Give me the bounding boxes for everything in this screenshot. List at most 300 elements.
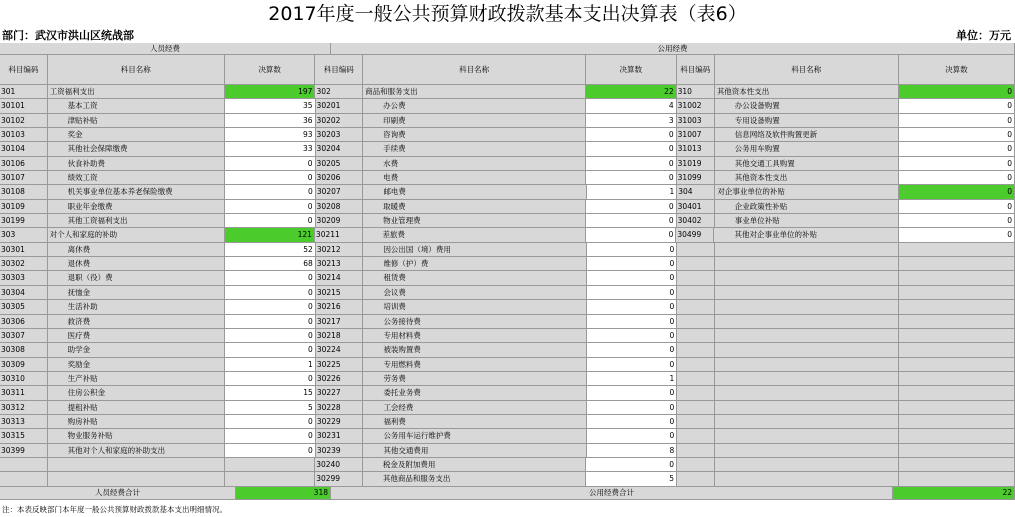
- table-row: [0, 128, 1015, 142]
- subject-name-cell: 生活补助: [48, 300, 226, 314]
- subject-code-cell: 301: [0, 85, 48, 99]
- amount-cell: [899, 358, 1015, 372]
- subject-name-cell: 退职（役）费: [48, 271, 226, 285]
- amount-cell: 0: [587, 243, 677, 257]
- amount-cell: 0: [587, 257, 677, 271]
- amount-cell: 93: [225, 128, 315, 142]
- amount-cell: 0: [587, 386, 677, 400]
- subject-code-cell: 30309: [0, 358, 48, 372]
- subject-code-cell: 30313: [0, 415, 48, 429]
- subject-name-cell: 劳务费: [363, 372, 586, 386]
- amount-cell: 1: [225, 358, 315, 372]
- amount-cell: 4: [586, 99, 676, 113]
- col-header-amount-2: 决算数: [586, 55, 677, 85]
- table-row: [0, 257, 1015, 271]
- subject-code-cell: [677, 429, 715, 443]
- col-header-amount-3: 决算数: [899, 55, 1015, 85]
- subject-code-cell: 30107: [0, 171, 48, 185]
- subject-code-cell: 30239: [316, 444, 364, 458]
- subject-code-cell: 31003: [677, 114, 715, 128]
- subject-name-cell: 提租补贴: [48, 401, 226, 415]
- amount-cell: 0: [586, 214, 676, 228]
- subject-name-cell: 物业管理费: [363, 214, 586, 228]
- subject-code-cell: 30315: [0, 429, 48, 443]
- subject-name-cell: [48, 458, 225, 472]
- subject-code-cell: [677, 415, 715, 429]
- amount-cell: [899, 286, 1015, 300]
- amount-cell: 0: [225, 300, 315, 314]
- subject-code-cell: 30206: [316, 171, 364, 185]
- amount-cell: 1: [587, 185, 677, 199]
- amount-cell: 0: [587, 401, 677, 415]
- subject-code-cell: 31019: [677, 157, 715, 171]
- totals-row: [0, 487, 1015, 500]
- subject-code-cell: 30216: [316, 300, 364, 314]
- col-header-code-3: 科目编码: [677, 55, 715, 85]
- group-header-personnel: 人员经费: [0, 43, 331, 55]
- subject-name-cell: [715, 415, 899, 429]
- amount-cell: [899, 300, 1015, 314]
- col-header-amount-1: 决算数: [225, 55, 316, 85]
- subject-code-cell: 30303: [0, 271, 48, 285]
- amount-cell: 5: [586, 472, 677, 486]
- subject-name-cell: [715, 300, 899, 314]
- table-row: [0, 358, 1015, 372]
- subject-code-cell: 31007: [677, 128, 715, 142]
- subject-code-cell: 30211: [315, 228, 363, 242]
- subject-name-cell: 奖励金: [48, 358, 226, 372]
- department-label: 部门：武汉市洪山区统战部: [2, 29, 134, 42]
- subject-name-cell: [715, 386, 899, 400]
- amount-cell: 0: [899, 200, 1015, 214]
- amount-cell: 0: [586, 157, 676, 171]
- amount-cell: 68: [225, 257, 315, 271]
- amount-cell: 3: [586, 114, 676, 128]
- subject-code-cell: 30205: [316, 157, 364, 171]
- subject-name-cell: 助学金: [48, 343, 226, 357]
- amount-cell: 0: [899, 142, 1015, 156]
- table-row: [0, 300, 1015, 314]
- subject-name-cell: 购房补贴: [48, 415, 226, 429]
- amount-cell: 0: [587, 315, 677, 329]
- subject-name-cell: 离休费: [48, 243, 226, 257]
- subject-name-cell: 税金及附加费用: [363, 458, 587, 472]
- subject-name-cell: 物业服务补贴: [48, 429, 226, 443]
- amount-cell: [899, 458, 1015, 472]
- amount-cell: 0: [586, 171, 676, 185]
- amount-cell: [899, 472, 1015, 486]
- subject-code-cell: [677, 372, 715, 386]
- subject-name-cell: 专用材料费: [363, 329, 586, 343]
- subject-code-cell: 30301: [0, 243, 48, 257]
- amount-cell: [899, 329, 1015, 343]
- amount-cell: 33: [225, 142, 315, 156]
- subject-name-cell: 电费: [363, 171, 586, 185]
- table-row: [0, 185, 1015, 199]
- subject-name-cell: 机关事业单位基本养老保险缴费: [48, 185, 226, 199]
- amount-cell: 0: [899, 214, 1015, 228]
- amount-cell: 0: [899, 185, 1015, 199]
- amount-cell: 0: [225, 372, 315, 386]
- personnel-total-label: 人员经费合计: [0, 487, 236, 500]
- subject-name-cell: 专用燃料费: [363, 358, 586, 372]
- subject-name-cell: 绩效工资: [48, 171, 226, 185]
- subject-name-cell: 住房公积金: [48, 386, 226, 400]
- subject-code-cell: 30302: [0, 257, 48, 271]
- amount-cell: [899, 257, 1015, 271]
- subject-name-cell: 其他交通工具购置: [715, 157, 899, 171]
- table-row: [0, 200, 1015, 214]
- subject-code-cell: [677, 401, 715, 415]
- subject-code-cell: 30101: [0, 99, 48, 113]
- page-title: 2017年度一般公共预算财政拨款基本支出决算表（表6）: [268, 3, 747, 25]
- subject-code-cell: 30106: [0, 157, 48, 171]
- subject-name-cell: 委托业务费: [363, 386, 586, 400]
- subject-name-cell: 其他资本性支出: [715, 171, 899, 185]
- amount-cell: 0: [587, 429, 677, 443]
- amount-cell: 0: [225, 185, 315, 199]
- table-row: [0, 386, 1015, 400]
- subject-name-cell: 其他工资福利支出: [48, 214, 226, 228]
- amount-cell: 22: [586, 85, 677, 99]
- subject-code-cell: 30209: [316, 214, 364, 228]
- subject-code-cell: 30308: [0, 343, 48, 357]
- subject-code-cell: 30228: [316, 401, 364, 415]
- subject-name-cell: 医疗费: [48, 329, 226, 343]
- subject-name-cell: [715, 343, 899, 357]
- unit-label: 单位：万元: [956, 29, 1011, 42]
- table-row: [0, 85, 1015, 99]
- subject-code-cell: 30212: [316, 243, 364, 257]
- table-row: [0, 157, 1015, 171]
- subject-code-cell: [677, 315, 715, 329]
- subject-name-cell: 被装购置费: [363, 343, 586, 357]
- subject-name-cell: 工资福利支出: [48, 85, 225, 99]
- amount-cell: 121: [225, 228, 315, 242]
- subject-name-cell: 退休费: [48, 257, 226, 271]
- subject-code-cell: 31013: [677, 142, 715, 156]
- subject-name-cell: 专用设备购置: [715, 114, 899, 128]
- subject-name-cell: 奖金: [48, 128, 226, 142]
- subject-code-cell: 30229: [316, 415, 364, 429]
- subject-code-cell: 30231: [316, 429, 364, 443]
- public-total-value: 22: [893, 487, 1015, 500]
- col-header-name-3: 科目名称: [715, 55, 899, 85]
- subject-code-cell: 30305: [0, 300, 48, 314]
- subject-name-cell: 邮电费: [363, 185, 586, 199]
- subject-name-cell: 办公费: [363, 99, 586, 113]
- subject-name-cell: [715, 329, 899, 343]
- table-row: [0, 429, 1015, 443]
- subject-name-cell: 公务用车购置: [715, 142, 899, 156]
- amount-cell: 1: [587, 372, 677, 386]
- subject-code-cell: 30224: [316, 343, 364, 357]
- subject-code-cell: 30225: [316, 358, 364, 372]
- subject-code-cell: 30304: [0, 286, 48, 300]
- subject-name-cell: 手续费: [363, 142, 586, 156]
- subject-code-cell: [677, 243, 715, 257]
- subject-name-cell: 取暖费: [363, 200, 586, 214]
- amount-cell: 0: [225, 286, 315, 300]
- amount-cell: 15: [225, 386, 315, 400]
- amount-cell: [899, 243, 1015, 257]
- subject-name-cell: 救济费: [48, 315, 226, 329]
- subject-code-cell: 30108: [0, 185, 48, 199]
- personnel-total-value: 318: [236, 487, 331, 500]
- amount-cell: [225, 472, 316, 486]
- table-row: [0, 472, 1015, 486]
- expenditure-table: [0, 43, 1015, 500]
- subject-code-cell: 30214: [316, 271, 364, 285]
- amount-cell: 0: [225, 271, 315, 285]
- amount-cell: 0: [225, 171, 315, 185]
- amount-cell: 0: [586, 200, 676, 214]
- subject-code-cell: 30399: [0, 444, 48, 458]
- group-header-row: [0, 43, 1015, 55]
- subject-name-cell: 生产补贴: [48, 372, 226, 386]
- amount-cell: [225, 458, 316, 472]
- col-header-name-1: 科目名称: [48, 55, 225, 85]
- subject-name-cell: 事业单位补贴: [715, 214, 899, 228]
- table-row: [0, 315, 1015, 329]
- subject-code-cell: 30203: [316, 128, 364, 142]
- table-row: [0, 271, 1015, 285]
- subject-code-cell: 31099: [677, 171, 715, 185]
- subject-code-cell: [677, 300, 715, 314]
- amount-cell: 0: [225, 315, 315, 329]
- amount-cell: 0: [587, 300, 677, 314]
- subject-name-cell: 职业年金缴费: [48, 200, 226, 214]
- amount-cell: 52: [225, 243, 315, 257]
- subject-name-cell: 企业政策性补贴: [715, 200, 899, 214]
- subject-code-cell: 30299: [315, 472, 363, 486]
- amount-cell: 0: [587, 415, 677, 429]
- subject-name-cell: 维修（护）费: [363, 257, 586, 271]
- amount-cell: 0: [586, 128, 676, 142]
- table-row: [0, 114, 1015, 128]
- subject-name-cell: 其他交通费用: [363, 444, 586, 458]
- amount-cell: 0: [899, 128, 1015, 142]
- subject-name-cell: 其他对个人和家庭的补助支出: [48, 444, 226, 458]
- amount-cell: 8: [587, 444, 677, 458]
- amount-cell: [899, 372, 1015, 386]
- subject-name-cell: 租赁费: [363, 271, 586, 285]
- amount-cell: 0: [587, 286, 677, 300]
- subject-name-cell: [715, 271, 899, 285]
- subject-code-cell: 30104: [0, 142, 48, 156]
- subject-code-cell: 30202: [316, 114, 364, 128]
- amount-cell: 0: [225, 343, 315, 357]
- subject-code-cell: 30102: [0, 114, 48, 128]
- subject-code-cell: 30307: [0, 329, 48, 343]
- subject-code-cell: [0, 458, 48, 472]
- table-row: [0, 444, 1015, 458]
- subject-name-cell: 其他社会保障缴费: [48, 142, 226, 156]
- subject-code-cell: 31002: [677, 99, 715, 113]
- subject-code-cell: 303: [0, 228, 48, 242]
- amount-cell: 0: [899, 228, 1015, 242]
- table-row: [0, 214, 1015, 228]
- subject-name-cell: 培训费: [363, 300, 586, 314]
- amount-cell: 5: [225, 401, 315, 415]
- subject-code-cell: 30215: [316, 286, 364, 300]
- table-row: [0, 329, 1015, 343]
- subject-code-cell: 30201: [316, 99, 364, 113]
- amount-cell: [899, 444, 1015, 458]
- subject-code-cell: [677, 444, 715, 458]
- subject-code-cell: 30306: [0, 315, 48, 329]
- subject-name-cell: [715, 472, 899, 486]
- subject-code-cell: 30208: [316, 200, 364, 214]
- subject-code-cell: 30103: [0, 128, 48, 142]
- subject-code-cell: 30199: [0, 214, 48, 228]
- subject-code-cell: [677, 472, 715, 486]
- subject-name-cell: 因公出国（境）费用: [363, 243, 586, 257]
- subject-code-cell: 310: [677, 85, 715, 99]
- table-row: [0, 142, 1015, 156]
- subject-name-cell: [715, 372, 899, 386]
- subject-code-cell: 30207: [316, 185, 364, 199]
- table-row: [0, 458, 1015, 472]
- subject-name-cell: 水费: [363, 157, 586, 171]
- col-header-code-1: 科目编码: [0, 55, 48, 85]
- amount-cell: 0: [586, 228, 676, 242]
- subject-name-cell: 办公设备购置: [715, 99, 899, 113]
- amount-cell: 0: [225, 214, 315, 228]
- amount-cell: 0: [587, 271, 677, 285]
- amount-cell: 0: [225, 329, 315, 343]
- subject-code-cell: 30109: [0, 200, 48, 214]
- table-row: [0, 286, 1015, 300]
- amount-cell: 35: [225, 99, 315, 113]
- subject-code-cell: 30499: [676, 228, 714, 242]
- subject-code-cell: 30218: [316, 329, 364, 343]
- amount-cell: 36: [225, 114, 315, 128]
- table-row: [0, 228, 1015, 242]
- amount-cell: 0: [899, 157, 1015, 171]
- subject-code-cell: [677, 358, 715, 372]
- amount-cell: 0: [587, 343, 677, 357]
- subject-name-cell: 对个人和家庭的补助: [48, 228, 225, 242]
- table-row: [0, 372, 1015, 386]
- table-row: [0, 415, 1015, 429]
- amount-cell: [899, 401, 1015, 415]
- subject-name-cell: 其他资本性支出: [715, 85, 899, 99]
- subject-code-cell: [677, 329, 715, 343]
- subject-name-cell: 福利费: [363, 415, 586, 429]
- amount-cell: [899, 315, 1015, 329]
- amount-cell: 0: [225, 200, 315, 214]
- subject-name-cell: 伙食补助费: [48, 157, 226, 171]
- subject-code-cell: 30217: [316, 315, 364, 329]
- subject-name-cell: [715, 243, 899, 257]
- table-row: [0, 243, 1015, 257]
- subject-name-cell: [715, 458, 899, 472]
- amount-cell: [899, 415, 1015, 429]
- subject-name-cell: [715, 429, 899, 443]
- amount-cell: 0: [899, 171, 1015, 185]
- subject-name-cell: 商品和服务支出: [363, 85, 586, 99]
- subject-name-cell: 工会经费: [363, 401, 586, 415]
- subject-code-cell: [677, 458, 715, 472]
- subject-name-cell: 咨询费: [363, 128, 586, 142]
- amount-cell: [899, 343, 1015, 357]
- subject-name-cell: 其他对企事业单位的补贴: [714, 228, 898, 242]
- subject-name-cell: 差旅费: [363, 228, 586, 242]
- subject-name-cell: 基本工资: [48, 99, 226, 113]
- subject-name-cell: [715, 315, 899, 329]
- subject-code-cell: [0, 472, 48, 486]
- subject-code-cell: 30240: [315, 458, 363, 472]
- amount-cell: [899, 271, 1015, 285]
- subject-name-cell: 印刷费: [363, 114, 586, 128]
- amount-cell: 0: [225, 429, 315, 443]
- subject-name-cell: 公务接待费: [363, 315, 586, 329]
- amount-cell: [899, 386, 1015, 400]
- subject-name-cell: [715, 358, 899, 372]
- table-row: [0, 99, 1015, 113]
- subject-name-cell: 其他商品和服务支出: [363, 472, 587, 486]
- column-header-row: [0, 55, 1015, 85]
- subject-name-cell: 对企事业单位的补贴: [715, 185, 899, 199]
- amount-cell: 0: [586, 142, 676, 156]
- subject-code-cell: 30213: [316, 257, 364, 271]
- amount-cell: 0: [225, 444, 315, 458]
- table-row: [0, 171, 1015, 185]
- subject-name-cell: 信息网络及软件购置更新: [715, 128, 899, 142]
- amount-cell: [899, 429, 1015, 443]
- amount-cell: 0: [899, 85, 1015, 99]
- subject-code-cell: 30402: [677, 214, 715, 228]
- subject-code-cell: 30310: [0, 372, 48, 386]
- subject-name-cell: 会议费: [363, 286, 586, 300]
- col-header-code-2: 科目编码: [315, 55, 363, 85]
- subject-code-cell: 30226: [316, 372, 364, 386]
- amount-cell: 0: [899, 114, 1015, 128]
- subject-code-cell: 30227: [316, 386, 364, 400]
- amount-cell: 197: [225, 85, 316, 99]
- subject-code-cell: 30401: [677, 200, 715, 214]
- subject-code-cell: [677, 257, 715, 271]
- amount-cell: 0: [899, 99, 1015, 113]
- subject-name-cell: [715, 444, 899, 458]
- subject-name-cell: 抚恤金: [48, 286, 226, 300]
- subject-code-cell: 304: [677, 185, 715, 199]
- table-body: [0, 85, 1015, 487]
- amount-cell: 0: [225, 415, 315, 429]
- amount-cell: 0: [586, 458, 677, 472]
- subject-name-cell: [715, 286, 899, 300]
- subject-code-cell: [677, 343, 715, 357]
- subject-name-cell: [48, 472, 225, 486]
- subject-name-cell: [715, 401, 899, 415]
- subject-name-cell: 公务用车运行维护费: [363, 429, 586, 443]
- footnote: 注：本表反映部门本年度一般公共预算财政拨款基本支出明细情况。: [2, 505, 227, 514]
- subject-name-cell: [715, 257, 899, 271]
- public-total-label: 公用经费合计: [331, 487, 893, 500]
- subject-name-cell: 津贴补贴: [48, 114, 226, 128]
- subject-code-cell: 302: [315, 85, 363, 99]
- subject-code-cell: [677, 386, 715, 400]
- col-header-name-2: 科目名称: [363, 55, 586, 85]
- table-row: [0, 343, 1015, 357]
- amount-cell: 0: [587, 329, 677, 343]
- group-header-public: 公用经费: [331, 43, 1015, 55]
- subject-code-cell: [677, 271, 715, 285]
- subject-code-cell: 30204: [316, 142, 364, 156]
- table-row: [0, 401, 1015, 415]
- amount-cell: 0: [225, 157, 315, 171]
